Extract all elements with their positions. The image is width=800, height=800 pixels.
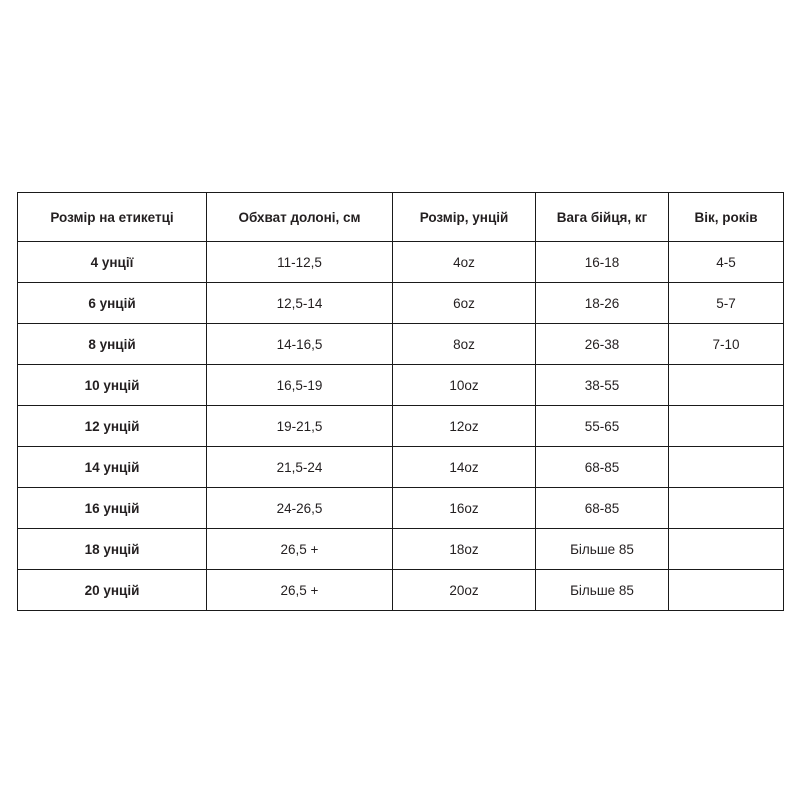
- cell-size-ounces: 16oz: [393, 488, 536, 529]
- cell-size-ounces: 20oz: [393, 570, 536, 611]
- cell-age: [669, 365, 784, 406]
- cell-palm-circumference: 24-26,5: [207, 488, 393, 529]
- cell-size-ounces: 8oz: [393, 324, 536, 365]
- column-header-age: Вік, років: [669, 193, 784, 242]
- cell-label-size: 6 унцій: [18, 283, 207, 324]
- cell-palm-circumference: 11-12,5: [207, 242, 393, 283]
- cell-label-size: 20 унцій: [18, 570, 207, 611]
- table-row: [18, 488, 784, 529]
- cell-fighter-weight: 16-18: [536, 242, 669, 283]
- column-header-label-size: Розмір на етикетці: [18, 193, 207, 242]
- table-row: [18, 570, 784, 611]
- cell-size-ounces: 4oz: [393, 242, 536, 283]
- cell-fighter-weight: 38-55: [536, 365, 669, 406]
- table-row: [18, 242, 784, 283]
- cell-size-ounces: 10oz: [393, 365, 536, 406]
- cell-label-size: 14 унцій: [18, 447, 207, 488]
- cell-age: [669, 488, 784, 529]
- cell-age: 4-5: [669, 242, 784, 283]
- cell-age: 7-10: [669, 324, 784, 365]
- column-header-size-ounces: Розмір, унцій: [393, 193, 536, 242]
- column-header-palm-circumference: Обхват долоні, см: [207, 193, 393, 242]
- column-header-fighter-weight: Вага бійця, кг: [536, 193, 669, 242]
- cell-fighter-weight: Більше 85: [536, 529, 669, 570]
- table-row: [18, 365, 784, 406]
- glove-size-table: [17, 192, 784, 611]
- table-header: [18, 193, 784, 242]
- cell-size-ounces: 6oz: [393, 283, 536, 324]
- cell-label-size: 18 унцій: [18, 529, 207, 570]
- cell-fighter-weight: 68-85: [536, 488, 669, 529]
- cell-label-size: 4 унції: [18, 242, 207, 283]
- table-row: [18, 447, 784, 488]
- cell-fighter-weight: 55-65: [536, 406, 669, 447]
- cell-palm-circumference: 26,5 +: [207, 529, 393, 570]
- cell-palm-circumference: 26,5 +: [207, 570, 393, 611]
- size-chart-container: [17, 192, 783, 611]
- cell-label-size: 12 унцій: [18, 406, 207, 447]
- cell-palm-circumference: 12,5-14: [207, 283, 393, 324]
- cell-age: [669, 406, 784, 447]
- cell-label-size: 16 унцій: [18, 488, 207, 529]
- cell-palm-circumference: 21,5-24: [207, 447, 393, 488]
- cell-age: [669, 570, 784, 611]
- cell-size-ounces: 18oz: [393, 529, 536, 570]
- cell-fighter-weight: Більше 85: [536, 570, 669, 611]
- cell-size-ounces: 14oz: [393, 447, 536, 488]
- cell-label-size: 10 унцій: [18, 365, 207, 406]
- cell-age: [669, 447, 784, 488]
- cell-fighter-weight: 26-38: [536, 324, 669, 365]
- cell-age: [669, 529, 784, 570]
- cell-fighter-weight: 18-26: [536, 283, 669, 324]
- cell-palm-circumference: 19-21,5: [207, 406, 393, 447]
- cell-label-size: 8 унцій: [18, 324, 207, 365]
- table-row: [18, 529, 784, 570]
- table-body: [18, 242, 784, 611]
- cell-palm-circumference: 16,5-19: [207, 365, 393, 406]
- cell-age: 5-7: [669, 283, 784, 324]
- table-row: [18, 406, 784, 447]
- table-header-row: [18, 193, 784, 242]
- cell-palm-circumference: 14-16,5: [207, 324, 393, 365]
- table-row: [18, 324, 784, 365]
- cell-fighter-weight: 68-85: [536, 447, 669, 488]
- cell-size-ounces: 12oz: [393, 406, 536, 447]
- table-row: [18, 283, 784, 324]
